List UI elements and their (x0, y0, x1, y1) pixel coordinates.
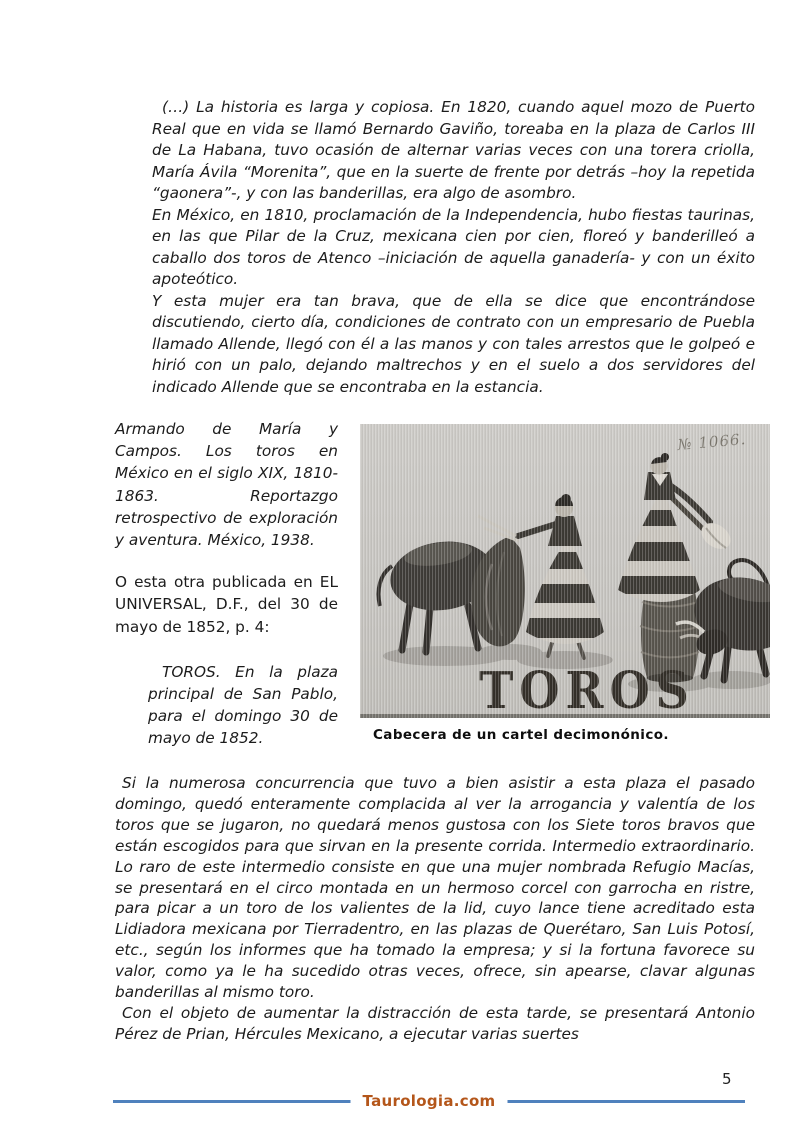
body-blockquote (115, 773, 755, 1045)
scanline-texture (360, 424, 770, 718)
paragraph: Con el objeto de aumentar la distracción de esta tarde, se presentará Antonio Pérez de Prian, Hércules Mexicano, a ejecutar varias suertes (115, 1003, 755, 1043)
left-column (115, 418, 338, 750)
paragraph: (…) La historia es larga y copiosa. En 1820, cuando aquel mozo de Puerto Real que en vida se llamó Bernardo Gaviño, toreaba en la plaza de Carlos III de La Habana, tuvo ocasión de alternar varias veces con una torera criolla, María Ávila “Morenita”, que en la suerte de frente por detrás –hoy la repetida “gaonera”-, y con las banderillas, era algo de asombro. (152, 98, 755, 202)
bibliographic-citation: Armando de María y Campos. Los toros en México en el siglo XIX, 1810-1863. Reportazgo retrospectivo de exploración y aventura. México, 1938. (115, 420, 338, 550)
poster-image (360, 424, 770, 718)
paragraph: Y esta mujer era tan brava, que de ella se dice que encontrándose discutiendo, cierto día, condiciones de contrato con un empresario de Puebla llamado Allende, llegó con él a las manos y con tales arrestos que le golpeó e hirió con un palo, dejando maltrechos y en el suelo a dos servidores del indicado Allende que se encontraba en la estancia. (152, 291, 755, 396)
site-label: Taurologia.com (351, 1092, 508, 1110)
intro-paragraph: O esta otra publicada en EL UNIVERSAL, D.F., del 30 de mayo de 1852, p. 4: (115, 573, 338, 636)
paragraph: En México, en 1810, proclamación de la Independencia, hubo fiestas taurinas, en las que Pilar de la Cruz, mexicana cien por cien, floreó y banderilleó a caballo dos toros de Atenco –iniciación de aquella ganadería- y con un éxito apoteótico. (152, 205, 755, 288)
paragraph: Si la numerosa concurrencia que tuvo a bien asistir a esta plaza el pasado domingo, quedó enteramente complacida al ver la arrogancia y valentía de los toros que se jugaron, no quedará menos gustosa con los Siete toros bravos que están escogidos para que sirvan en la presente corrida. Intermedio extraordinario. Lo raro de este intermedio consiste en que una mujer nombrada Refugio Macías, se presentará en el circo montada en un hermoso corcel con garrocha en ristre, para picar a un toro de los valientes de la lid, cuyo lance tiene acreditado esta Lidiadora mexicana por Tierradentro, en las plazas de Querétaro, San Luis Potosí, etc., según los informes que ha tomado la empresa; y si la fortuna favorece su valor, como ya le ha sucedido otras veces, ofrece, sin apearse, clavar algunas banderillas al mismo toro. (115, 774, 755, 1002)
figure-caption: Cabecera de un cartel decimonónico. (373, 727, 669, 743)
figure (360, 424, 770, 743)
press-quote: TOROS. En la plaza principal de San Pablo, para el domingo 30 de mayo de 1852. (148, 662, 338, 748)
page-number: 5 (722, 1070, 732, 1088)
top-blockquote (152, 97, 755, 398)
